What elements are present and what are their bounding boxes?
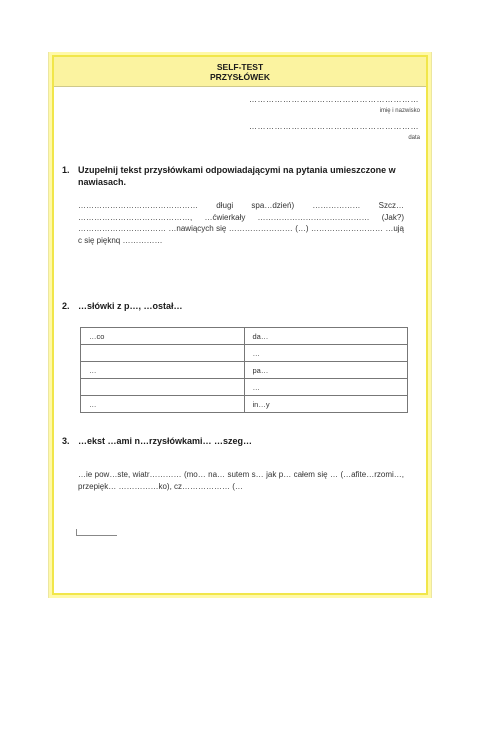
name-label: imię i nazwisko xyxy=(379,108,420,114)
task-3-title xyxy=(62,435,402,447)
answer-bracket xyxy=(76,529,117,536)
worksheet-background xyxy=(48,52,432,598)
table-cell-right: pa… xyxy=(244,362,408,379)
header-title-line-1: SELF-TEST xyxy=(216,62,264,72)
table-row xyxy=(81,396,408,413)
table-row xyxy=(81,328,408,345)
task-1-text: ……………………………………… długi spa…dzień) ……………… Szcz… ……………………………………, …ćwierkały …………………………………… (Jak?) …………………………… …nawiących się …………………… (…) ……………………… …ując się pięknq …………… xyxy=(78,201,404,245)
table-cell-right: in…y xyxy=(244,396,408,413)
task-3-text: …ie pow…ste, wiatr………… (mo… na… sutem s… jak p… całem się … (…afite…rzomi…, przepięk… ……………ko), cz……………… (… xyxy=(78,470,404,491)
table-row xyxy=(81,379,408,396)
task-1-title xyxy=(62,164,402,188)
table-cell-right: … xyxy=(244,345,408,362)
adverb-table xyxy=(80,327,408,413)
table-cell-right: da… xyxy=(244,328,408,345)
worksheet-header xyxy=(54,57,426,87)
date-label: data xyxy=(408,135,420,141)
worksheet-frame xyxy=(52,55,428,595)
date-dotted-line: …………………………………………………… xyxy=(249,122,419,131)
task-2-title xyxy=(62,300,402,312)
header-title-line-2: PRZYSŁÓWEK xyxy=(210,72,270,82)
table-cell-left xyxy=(81,345,245,362)
table-cell-right: … xyxy=(244,379,408,396)
task-3-number: 3. xyxy=(62,436,70,446)
table-cell-left: … xyxy=(81,396,245,413)
task-1-number: 1. xyxy=(62,165,70,175)
table-row xyxy=(81,362,408,379)
table-cell-left xyxy=(81,379,245,396)
task-3-instruction: …ekst …ami n…rzysłówkami… …szeg… xyxy=(78,436,253,446)
task-1-instruction: Uzupełnij tekst przysłówkami odpowiadającymi na pytania umieszczone w nawiasach. xyxy=(78,165,396,187)
table-row xyxy=(81,345,408,362)
task-2-instruction: …słówki z p…, …ostał… xyxy=(78,301,183,311)
name-dotted-line: …………………………………………………… xyxy=(249,95,419,104)
table-cell-left: …co xyxy=(81,328,245,345)
task-2-number: 2. xyxy=(62,301,70,311)
table-cell-left: … xyxy=(81,362,245,379)
